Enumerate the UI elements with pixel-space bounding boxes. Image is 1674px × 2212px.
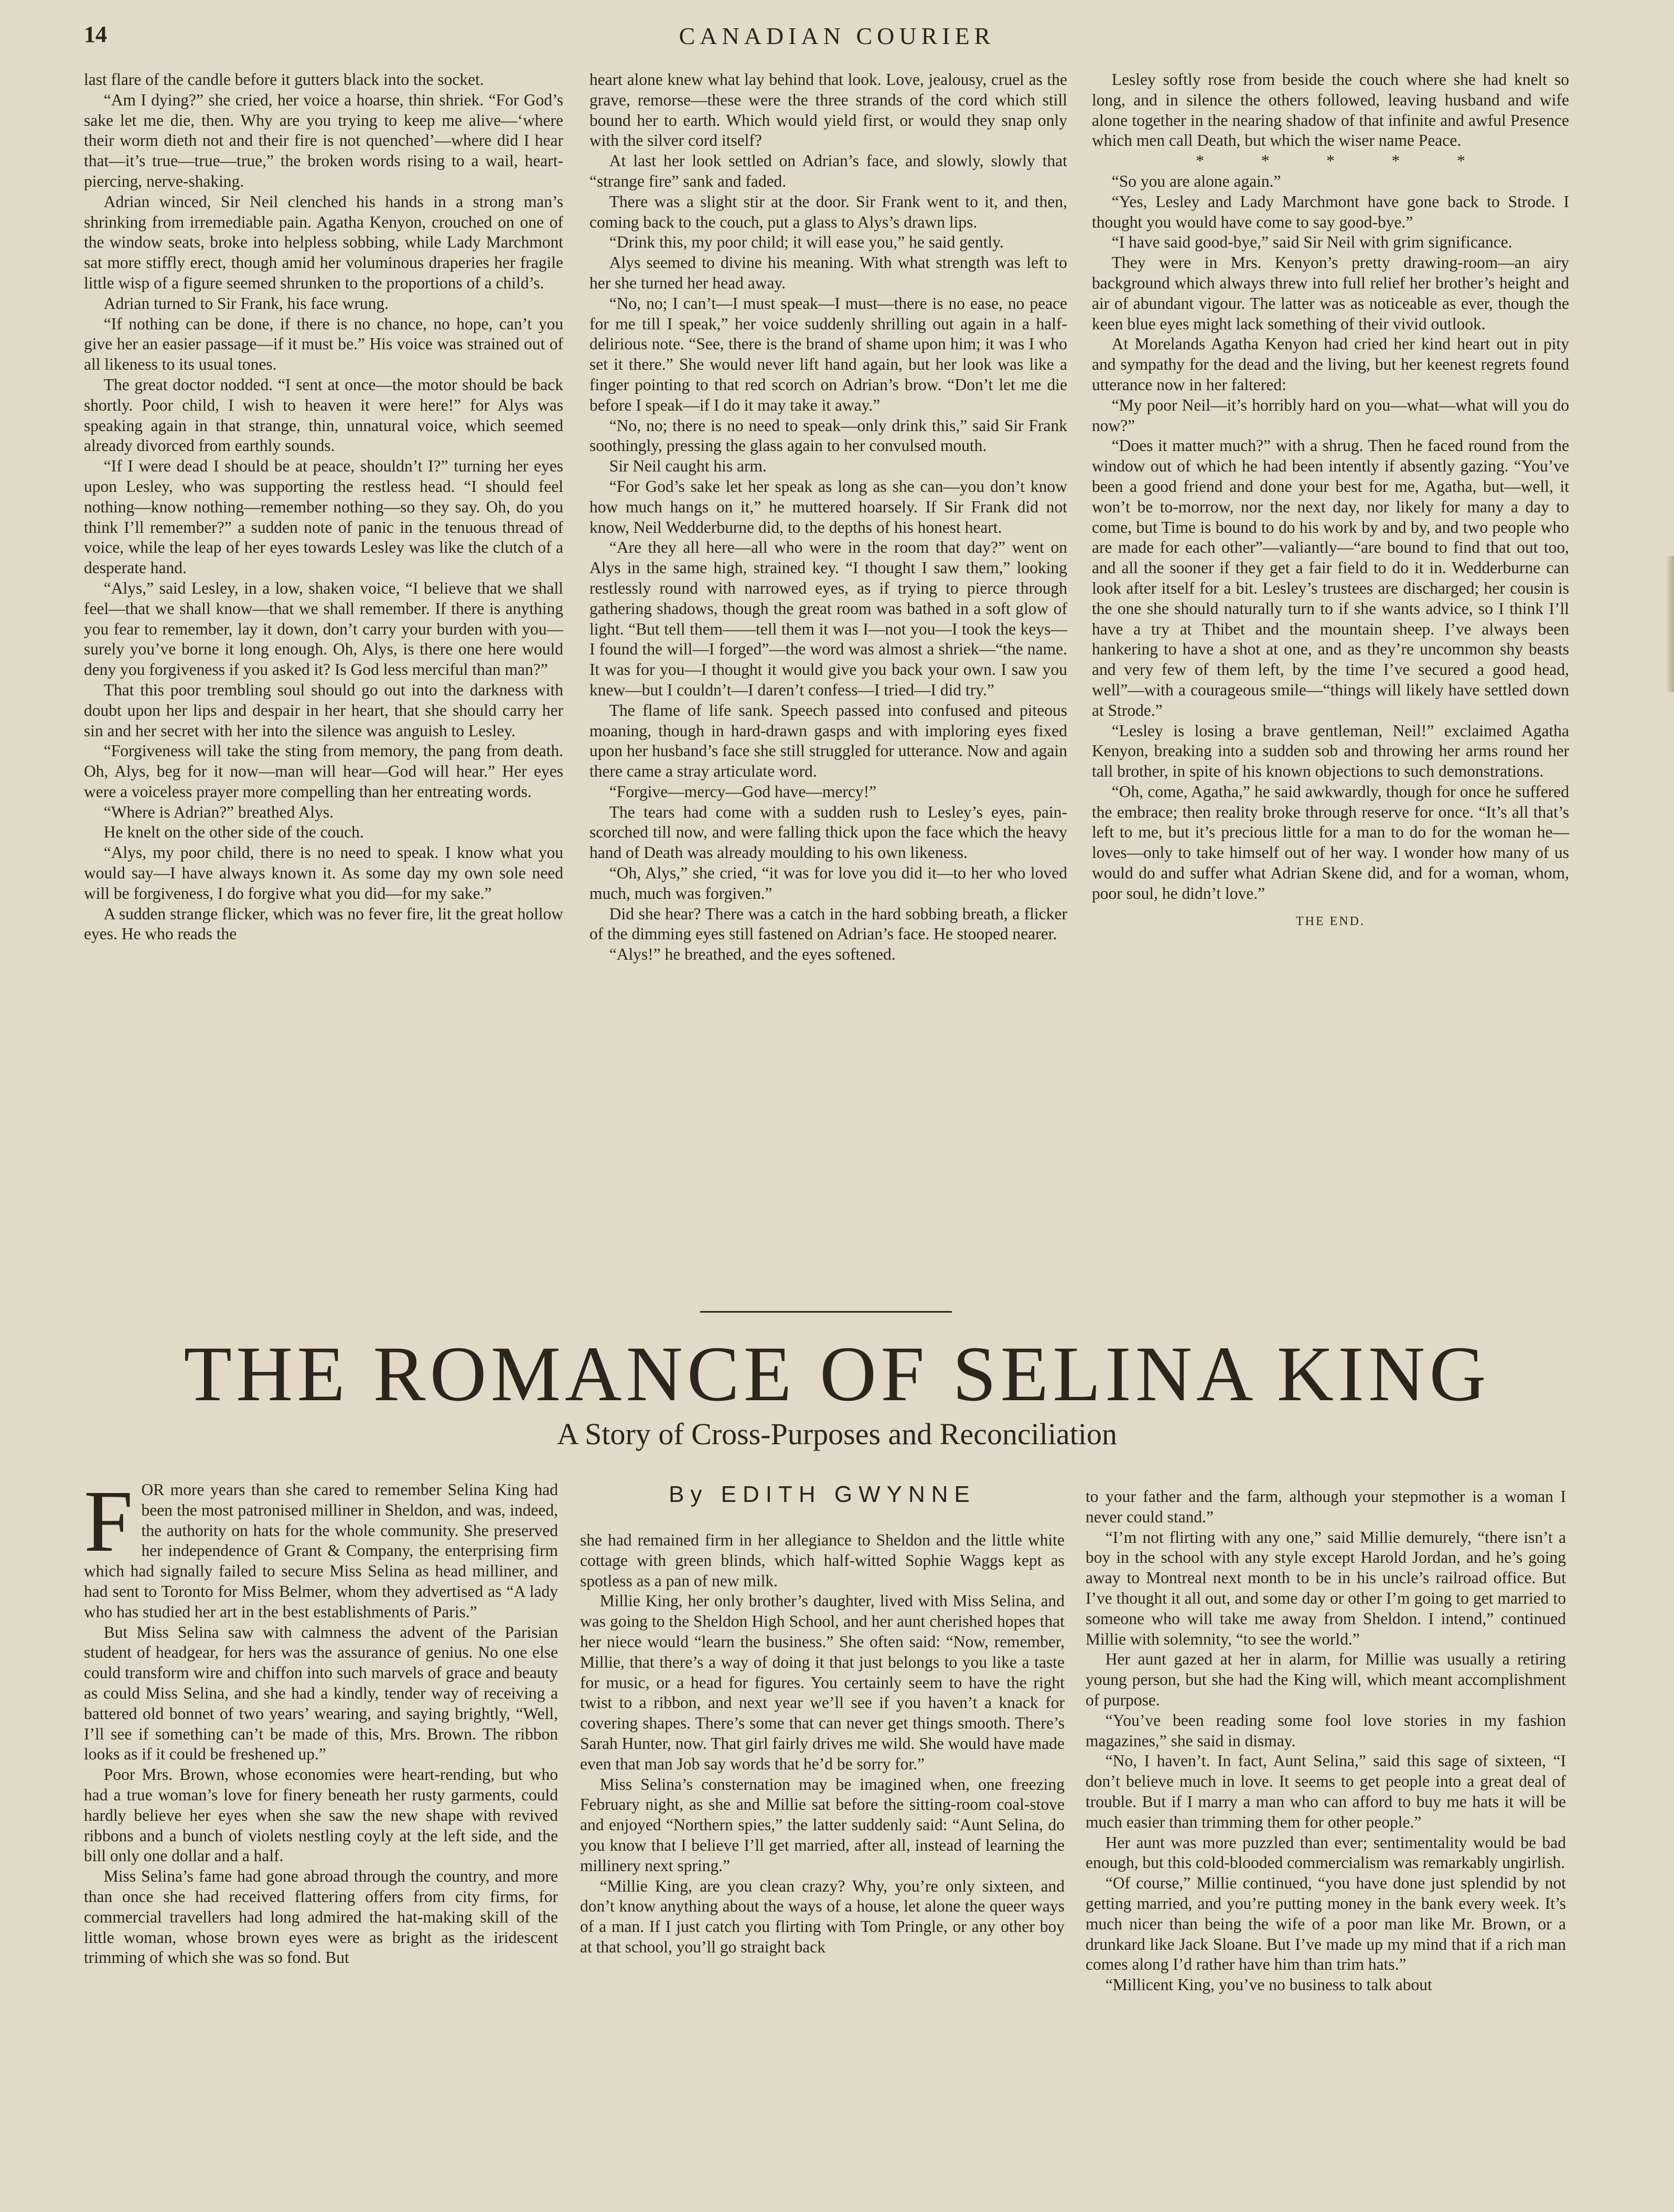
paragraph: “Of course,” Millie continued, “you have done just splendid by not getting married, and you’re putting money in the bank every week. It’s much nicer than being the wife of a poor man like Mr. Brown, or a drunkard like Jack Sloane. But I’ve made up my mind that if a rich man comes along I’d rather have him than trim hats.”: [1086, 1874, 1566, 1974]
paragraph: Her aunt was more puzzled than ever; sentimentality would be bad enough, but this cold-blooded commercialism was remarkably ungirlish.: [1086, 1833, 1566, 1872]
opening-text: OR more years than she cared to remember Selina King had been the most patronised milliner in Sheldon, and was, indeed, the authority on hats for the whole community. She preserved her independence of Grant & Company, the enterprising firm which had signally failed to secure Miss Selina as head milliner, and had sent to Toronto for Miss Belmer, whom they advertised as “A lady who has studied her art in the best establishments of Paris.”: [84, 1480, 558, 1621]
paragraph: “Alys, my poor child, there is no need to speak. I know what you would say—I have always known it. As some day my own sole need will be forgiveness, I do forgive what you did—for my sake.”: [84, 843, 563, 903]
paragraph: Sir Neil caught his arm.: [609, 457, 767, 476]
paragraph: “Alys!” he breathed, and the eyes softened.: [609, 945, 896, 964]
paragraph: There was a slight stir at the door. Sir Frank went to it, and then, coming back to the couch, put a glass to Alys’s drawn lips.: [589, 192, 1067, 231]
paragraph: Alys seemed to divine his meaning. With what strength was left to her she turned her head away.: [589, 253, 1067, 292]
section-break-stars: * * * * *: [1196, 152, 1465, 170]
paragraph: last flare of the candle before it gutters black into the socket.: [84, 70, 484, 89]
page-number: 14: [84, 22, 107, 47]
paragraph: “If I were dead I should be at peace, shouldn’t I?” turning her eyes upon Lesley, who was supporting the restless head. “I should feel nothing—know nothing—remember nothing—so they say. Oh, do you think I’ll remember?” a sudden note of panic in the tenuous thread of voice, while the leap of her eyes towards Lesley was like the clutch of a desperate hand.: [84, 457, 563, 577]
paragraph: Millie King, her only brother’s daughter, lived with Miss Selina, and was going to the Sheldon High School, and her aunt cherished hopes that her niece would “learn the business.” She often said: “Now, remember, Millie, that there’s a way of doing it that just belongs to you like a taste for music, or a head for figures. You certainly seem to have the right twist to a ribbon, and next year we’ll see if you haven’t a knack for covering shapes. There’s some that can never get things smooth. There’s Sarah Hunter, now. That girl fairly drives me wild. She would have made even that man Job say words that he’d be sorry for.”: [580, 1592, 1065, 1773]
divider-rule: [700, 1311, 952, 1313]
paragraph: Adrian turned to Sir Frank, his face wrung.: [103, 294, 389, 313]
paragraph: “Oh, Alys,” she cried, “it was for love you did it—to her who loved much, much was forgiven.”: [589, 864, 1067, 903]
paragraph: “Forgiveness will take the sting from memory, the pang from death. Oh, Alys, beg for it now—man will hear—God will hear.” Her eyes were a voiceless prayer more compelling than her entreating words.: [84, 742, 563, 801]
prev-story-column-1: [84, 70, 563, 944]
page-edge-shadow: [1666, 556, 1674, 692]
paragraph: “Alys,” said Lesley, in a low, shaken voice, “I believe that we shall feel—that we shall know—that we shall remember. If there is anything you fear to remember, lay it down, don’t carry your burden with you—surely you’ve borne it long enough. Oh, Alys, is there one here would deny you forgiveness if you asked it? Is God less merciful than man?”: [84, 578, 563, 679]
paragraph: “Lesley is losing a brave gentleman, Neil!” exclaimed Agatha Kenyon, breaking into a sudden sob and throwing her arms round her tall brother, in spite of his known objections to such demonstrations.: [1092, 721, 1569, 781]
paragraph: Adrian winced, Sir Neil clenched his hands in a strong man’s shrinking from irremediable pain. Agatha Kenyon, crouched on one of the window seats, broke into helpless sobbing, while Lady Marchmont sat more stiffly erect, though amid her voluminous draperies her fragile little wisp of a figure seemed shrunken to the proportions of a child’s.: [84, 192, 563, 292]
paragraph: “Millicent King, you’ve no business to talk about: [1105, 1975, 1432, 1994]
paragraph: “My poor Neil—it’s horribly hard on you—what—what will you do now?”: [1092, 395, 1569, 435]
paragraph: The tears had come with a sudden rush to Lesley’s eyes, pain-scorched till now, and were falling thick upon the face which the heavy hand of Death was already moulding to his own likeness.: [589, 802, 1067, 862]
paragraph: A sudden strange flicker, which was no fever fire, lit the great hollow eyes. He who reads the: [84, 904, 563, 943]
paragraph: But Miss Selina saw with calmness the advent of the Parisian student of headgear, for hers was the assurance of genius. No one else could transform wire and chiffon into such marvels of grace and beauty as could Miss Selina, and she had a kindly, tender way of receiving a battered old bonnet of two years’ wearing, and saying brightly, “Well, I’ll see if something can’t be made of this, Mrs. Brown. The ribbon looks as if it could be freshened up.”: [84, 1623, 558, 1764]
story-column-1: [84, 1473, 558, 1968]
paragraph: “No, I haven’t. In fact, Aunt Selina,” said this sage of sixteen, “I don’t believe much in love. It seems to get people into a great deal of trouble. But if I marry a man who can afford to buy me hats it will be much easier than trimming them for other people.”: [1086, 1752, 1566, 1831]
paragraph: “I’m not flirting with any one,” said Millie demurely, “there isn’t a boy in the school with any style except Harold Jordan, and he’s going away to Montreal next month to be in his uncle’s railroad office. But I’ve thought it all out, and some day or other I’m going to get married to someone who will take me away from Sheldon. I intend,” continued Millie with solemnity, “to see the world.”: [1086, 1528, 1566, 1648]
story-title: THE ROMANCE OF SELINA KING: [184, 1330, 1490, 1418]
paragraph: Her aunt gazed at her in alarm, for Millie was usually a retiring young person, but she had the King will, which meant accomplishment of purpose.: [1086, 1650, 1566, 1709]
paragraph: Miss Selina’s fame had gone abroad through the country, and more than once she had received flattering offers from city firms, for commercial travellers had long admired the hat-making skill of the little woman, whose brown eyes were as bright as the iridescent trimming of which she was so fond. But: [84, 1867, 558, 1967]
paragraph: “Oh, come, Agatha,” he said awkwardly, though for once he suffered the embrace; then reality broke through reserve for once. “It’s all that’s left to me, but it’s precious little for a man to do for the woman he—loves—only to take himself out of her way. I wonder how many of us would do and suffer what Adrian Skene did, and for a woman, whom, poor soul, he didn’t love.”: [1092, 782, 1569, 903]
paragraph: Miss Selina’s consternation may be imagined when, one freezing February night, as she and Millie sat before the sitting-room coal-stove and enjoyed “Northern spies,” the latter suddenly said: “Aunt Selina, do you know that I believe I’ll get married, after all, instead of learning the millinery next spring.”: [580, 1775, 1065, 1875]
paragraph: to your father and the farm, although your stepmother is a woman I never could stand.”: [1086, 1487, 1566, 1526]
paragraph: “For God’s sake let her speak as long as she can—you don’t know how much hangs on it,” he muttered hoarsely. If Sir Frank did not know, Neil Wedderburne did, to the depths of his honest heart.: [589, 477, 1067, 536]
paragraph: “I have said good-bye,” said Sir Neil with grim significance.: [1111, 233, 1512, 252]
paragraph: “Millie King, are you clean crazy? Why, you’re only sixteen, and don’t know anything about the ways of a house, let alone the queer ways of a man. If I just catch you flirting with Tom Pringle, or any other boy at that school, you’ll go straight back: [580, 1876, 1065, 1956]
page-header: [0, 21, 1674, 58]
byline: By EDITH GWYNNE: [669, 1481, 976, 1507]
paragraph: At Morelands Agatha Kenyon had cried her kind heart out in pity and sympathy for the dead and the living, but her keenest regrets found utterance now in her faltered:: [1092, 335, 1569, 394]
the-end-label: THE END.: [1296, 914, 1365, 928]
opening-paragraph: [84, 1473, 558, 1623]
prev-story-column-3: [1092, 70, 1569, 931]
paragraph: Lesley softly rose from beside the couch where she had knelt so long, and in silence the others followed, leaving husband and wife alone together in the nearing shadow of that infinite and awful Presence which men call Death, but which the wiser name Peace.: [1092, 70, 1569, 150]
paragraph: “If nothing can be done, if there is no chance, no hope, can’t you give her an easier passage—if it must be.” His voice was strained out of all likeness to its usual tones.: [84, 314, 563, 374]
paragraph: Did she hear? There was a catch in the hard sobbing breath, a flicker of the dimming eyes still fastened on Adrian’s face. He stooped nearer.: [589, 904, 1067, 943]
paragraph: she had remained firm in her allegiance to Sheldon and the little white cottage with green blinds, which half-witted Sophie Waggs kept as spotless as a pan of new milk.: [580, 1531, 1065, 1590]
prev-story-column-2: [589, 70, 1067, 965]
story-column-2: [580, 1480, 1065, 1958]
paragraph: Poor Mrs. Brown, whose economies were heart-rending, but who had a true woman’s love for finery beneath her rusty garments, could hardly believe her eyes when she saw the new shape with revived ribbons and a bunch of violets nestling coyly at the left side, and the bill only one dollar and a half.: [84, 1765, 558, 1865]
paragraph: They were in Mrs. Kenyon’s pretty drawing-room—an airy background which always threw into full relief her brother’s height and air of abundant vigour. The latter was as noticeable as ever, though the keen blue eyes might lack something of their vivid outlook.: [1092, 253, 1569, 333]
paragraph: “So you are alone again.”: [1111, 171, 1281, 190]
paragraph: “Where is Adrian?” breathed Alys.: [103, 802, 334, 821]
paragraph: “Are they all here—all who were in the room that day?” went on Alys in the same high, strained key. “I thought I saw them,” looking restlessly round with narrowed eyes, as if trying to pierce through gathering shadows, though the great room was bathed in a soft glow of light. “But tell them——tell them it was I—not you—I took the keys—I found the will—I forged”—the word was almost a shriek—“the name. It was for you—I thought it would give you back your own. I saw you knew—but I couldn’t—I daren’t confess—I tried—I did try.”: [589, 538, 1067, 699]
running-head: CANADIAN COURIER: [679, 23, 995, 49]
paragraph: “Does it matter much?” with a shrug. Then he faced round from the window out of which he had been intently if absently gazing. “You’ve been a good friend and done your best for me, Agatha, but—well, it won’t be to-morrow, nor the next day, nor likely for many a day to come, but Time is bound to do his work by and by, and two people who are made for each other”—valiantly—“are bound to find that out too, and all the sooner if they get a fair field to do it in. Wedderburne can look after itself for a bit. Lesley’s trustees are discharged; her cousin is the one she should naturally turn to if she wants advice, so I think I’ll have a try at Thibet and the mountain sheep. I’ve always been hankering to have a shot at one, and as they’re uncommon shy beasts and very few of them left, by the time I’ve secured a good head, well”—with a courageous smile—“things will likely have settled down at Strode.”: [1092, 436, 1569, 720]
paragraph: “No, no; there is no need to speak—only drink this,” said Sir Frank soothingly, pressing the glass again to her convulsed mouth.: [589, 416, 1067, 455]
paragraph: The flame of life sank. Speech passed into confused and piteous moaning, though in hard-drawn gasps and with imploring eyes fixed upon her husband’s face she still struggled for utterance. Now and again there came a stray articulate word.: [589, 701, 1067, 781]
story-subtitle: A Story of Cross-Purposes and Reconciliation: [556, 1417, 1118, 1451]
drop-cap: F: [84, 1473, 133, 1570]
paragraph: That this poor trembling soul should go out into the darkness with doubt upon her lips and despair in her heart, that she should carry her sin and her secret with her into the silence was anguish to Lesley.: [84, 680, 563, 740]
paragraph: “No, no; I can’t—I must speak—I must—there is no ease, no peace for me till I speak,” her voice suddenly shrilling out again in a half-delirious note. “See, there is the brand of shame upon him; it was I who set it there.” She would never lift hand again, but her look was like a finger pointing to that red scorch on Adrian’s brow. “Don’t let me die before I speak—if I do it may take it away.”: [589, 294, 1067, 414]
paragraph: At last her look settled on Adrian’s face, and slowly, slowly that “strange fire” sank and faded.: [589, 152, 1067, 190]
paragraph: “Forgive—mercy—God have—mercy!”: [609, 782, 877, 801]
paragraph: “Drink this, my poor child; it will ease you,” he said gently.: [609, 233, 1004, 252]
paragraph: He knelt on the other side of the couch.: [103, 823, 364, 842]
paragraph: heart alone knew what lay behind that look. Love, jealousy, cruel as the grave, remorse—these were the three strands of the cord which still bound her to earth. Which would yield first, or would they snap only with the silver cord itself?: [589, 70, 1067, 150]
story-column-3: [1086, 1487, 1566, 1995]
paragraph: “Am I dying?” she cried, her voice a hoarse, thin shriek. “For God’s sake let me die, then. Why are you trying to keep me alive—‘where their worm dieth not and their fire is not quenched’—where did I hear that—it’s true—true—true,” the broken words rising to a wail, heart-piercing, nerve-shaking.: [84, 90, 563, 190]
paragraph: The great doctor nodded. “I sent at once—the motor should be back shortly. Poor child, I wish to heaven it were here!” for Alys was speaking again in that strange, thin, unnatural voice, which seemed already divorced from earthly sounds.: [84, 375, 563, 455]
paragraph: “Yes, Lesley and Lady Marchmont have gone back to Strode. I thought you would have come to say good-bye.”: [1092, 192, 1569, 231]
paragraph: “You’ve been reading some fool love stories in my fashion magazines,” she said in dismay.: [1086, 1711, 1566, 1750]
